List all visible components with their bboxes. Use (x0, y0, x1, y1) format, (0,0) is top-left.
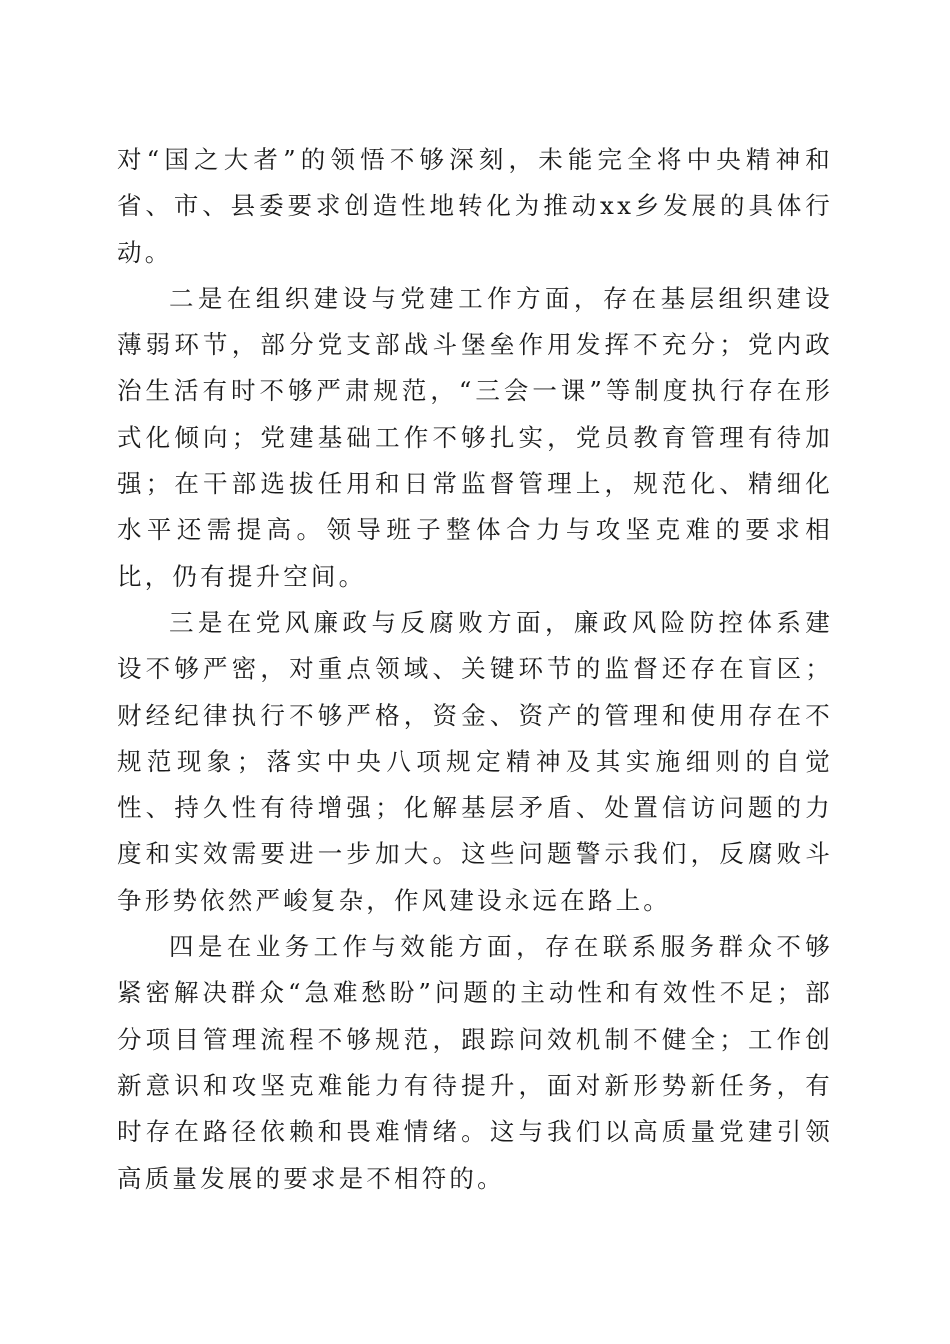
body-text (117, 137, 833, 1202)
paragraph-organization: 二是在组织建设与党建工作方面，存在基层组织建设薄弱环节，部分党支部战斗堡垒作用发挥不充分；党内政治生活有时不够严肃规范，“三会一课”等制度执行存在形式化倾向；党建基础工作不够扎实，党员教育管理有待加强；在干部选拔任用和日常监督管理上，规范化、精细化水平还需提高。领导班子整体合力与攻坚克难的要求相比，仍有提升空间。 (117, 283, 833, 591)
paragraph-continuation: 对“国之大者”的领悟不够深刻，未能完全将中央精神和省、市、县委要求创造性地转化为推动xx乡发展的具体行动。 (117, 145, 833, 267)
paragraph-efficiency: 四是在业务工作与效能方面，存在联系服务群众不够紧密解决群众“急难愁盼”问题的主动性和有效性不足；部分项目管理流程不够规范，跟踪问效机制不健全；工作创新意识和攻坚克难能力有待提升，面对新形势新任务，有时存在路径依赖和畏难情绪。这与我们以高质量党建引领高质量发展的要求是不相符的。 (117, 932, 833, 1193)
paragraph-integrity: 三是在党风廉政与反腐败方面，廉政风险防控体系建设不够严密，对重点领域、关键环节的监督还存在盲区；财经纪律执行不够严格，资金、资产的管理和使用存在不规范现象；落实中央八项规定精神及其实施细则的自觉性、持久性有待增强；化解基层矛盾、处置信访问题的力度和实效需要进一步加大。这些问题警示我们，反腐败斗争形势依然严峻复杂，作风建设永远在路上。 (117, 607, 833, 915)
